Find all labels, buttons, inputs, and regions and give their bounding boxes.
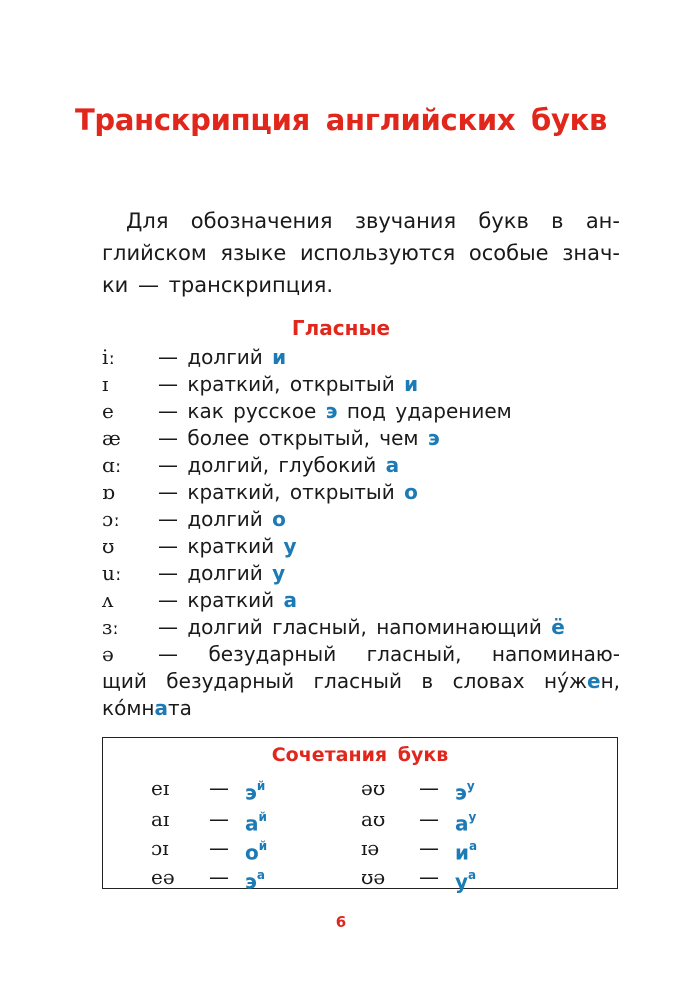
vowel-row: [102, 614, 620, 641]
vowel-text: — как русское: [158, 399, 326, 423]
sound-sup: у: [468, 810, 477, 824]
schwa-text: щий безударный гласный в словах ну́ж: [102, 669, 587, 693]
combination-dash: —: [209, 865, 229, 889]
vowel-text: — краткий: [158, 588, 284, 612]
vowel-description: — безударный гласный, напоминаю-: [158, 642, 620, 666]
vowel-letter: о: [404, 480, 418, 504]
vowel-text: — краткий, открытый: [158, 372, 405, 396]
vowel-letter: у: [283, 534, 297, 558]
sound-sup: а: [469, 839, 478, 853]
intro-line: глийском языке используются особые знач-: [102, 241, 620, 265]
vowel-letter: э: [325, 399, 338, 423]
vowel-symbol: uː: [102, 561, 122, 585]
sound-base: э: [245, 869, 257, 894]
vowel-symbol: ʊ: [102, 534, 115, 558]
sound-sup: й: [258, 839, 268, 853]
vowel-symbol: æ: [102, 426, 121, 450]
combination-symbol: eə: [151, 865, 175, 889]
sound-base: э: [455, 780, 467, 805]
vowel-description: [158, 506, 286, 533]
vowel-row: [102, 371, 620, 398]
vowel-symbol: ɪ: [102, 372, 109, 396]
vowel-row: [102, 506, 620, 533]
combination-symbol: aɪ: [151, 807, 170, 831]
vowel-description: [158, 533, 297, 560]
vowel-letter: и: [404, 372, 419, 396]
vowel-text: — долгий: [158, 507, 273, 531]
sound-base: у: [455, 869, 469, 894]
page-number: 6: [335, 913, 347, 931]
sound-base: и: [455, 840, 470, 865]
schwa-continuation: [102, 668, 620, 695]
intro-line: ки — транскрипция.: [102, 273, 334, 297]
vowel-symbol: e: [102, 399, 114, 423]
vowel-text: — краткий, открытый: [158, 480, 405, 504]
sound-sup: а: [468, 868, 477, 882]
vowel-description: [158, 614, 565, 641]
vowel-text-after: под ударением: [337, 399, 512, 423]
combinations-heading: Сочетания букв: [271, 744, 449, 766]
vowel-symbol: ɔː: [102, 507, 120, 531]
vowel-description: [158, 587, 297, 614]
vowel-letter: ё: [551, 615, 565, 639]
combination-symbol: ɪə: [361, 836, 380, 860]
combination-dash: —: [209, 836, 229, 860]
combination-symbol: əʊ: [361, 776, 386, 800]
vowels-list: [102, 344, 620, 722]
combination-symbol: ɔɪ: [151, 836, 169, 860]
page-title: Транскрипция английских букв: [74, 103, 608, 137]
vowel-row: [102, 479, 620, 506]
vowel-symbol: ə: [102, 642, 114, 666]
vowel-description: [158, 371, 418, 398]
schwa-continuation: [102, 695, 620, 722]
vowel-row: [102, 533, 620, 560]
vowel-row: [102, 452, 620, 479]
sound-sup: а: [256, 868, 265, 882]
vowel-text: — долгий: [158, 345, 273, 369]
vowel-description: [158, 425, 440, 452]
vowel-symbol: ʌ: [102, 588, 114, 612]
vowel-letter: э: [427, 426, 440, 450]
vowel-description: [158, 479, 418, 506]
schwa-text: та: [167, 696, 192, 720]
combinations-box: [102, 737, 618, 894]
vowel-letter: и: [272, 345, 287, 369]
vowel-description: [158, 560, 285, 587]
combination-sound: [455, 773, 475, 808]
sound-sup: й: [258, 810, 267, 824]
combination-sound: [245, 862, 265, 897]
vowel-letter: а: [385, 453, 400, 477]
schwa-letter: а: [154, 696, 168, 720]
vowel-letter: а: [283, 588, 297, 612]
vowel-text: — краткий: [158, 534, 284, 558]
vowel-text: — долгий гласный, напоминающий: [158, 615, 552, 639]
vowel-row: [102, 398, 620, 425]
sound-base: э: [245, 780, 257, 805]
combination-dash: —: [419, 807, 439, 831]
sound-sup: й: [256, 779, 266, 793]
intro-line: Для обозначения звучания букв в ан-: [126, 209, 620, 233]
vowel-text: — долгий: [158, 561, 273, 585]
combination-dash: —: [209, 807, 229, 831]
vowel-description: [158, 398, 512, 425]
vowel-row: [102, 560, 620, 587]
vowel-row: [102, 425, 620, 452]
combination-dash: —: [419, 865, 439, 889]
combination-dash: —: [419, 836, 439, 860]
vowel-symbol: ɑː: [102, 453, 122, 477]
schwa-text: н,: [600, 669, 620, 693]
vowel-row: [102, 587, 620, 614]
sound-base: а: [455, 811, 469, 836]
schwa-text: ко́мн: [102, 696, 155, 720]
vowel-letter: о: [272, 507, 286, 531]
sound-base: а: [245, 811, 259, 836]
vowel-symbol: iː: [102, 345, 116, 369]
vowel-symbol: ɜː: [102, 615, 119, 639]
vowel-description: [158, 344, 286, 371]
vowel-symbol: ɒ: [102, 480, 115, 504]
vowel-row: [102, 641, 620, 668]
combination-symbol: ʊə: [361, 865, 386, 889]
combination-sound: [455, 862, 476, 897]
vowel-row: [102, 344, 620, 371]
sound-base: о: [245, 840, 259, 865]
combination-sound: [245, 773, 265, 808]
combination-dash: —: [209, 776, 229, 800]
combination-symbol: aʊ: [361, 807, 386, 831]
vowels-heading: Гласные: [291, 316, 391, 340]
sound-sup: у: [466, 779, 475, 793]
vowel-description: [158, 452, 399, 479]
intro-paragraph: [102, 205, 620, 301]
vowel-text: — более открытый, чем: [158, 426, 428, 450]
vowel-text: — долгий, глубокий: [158, 453, 386, 477]
schwa-letter: е: [586, 669, 601, 693]
combination-symbol: eɪ: [151, 776, 170, 800]
vowel-letter: у: [272, 561, 286, 585]
combination-dash: —: [419, 776, 439, 800]
